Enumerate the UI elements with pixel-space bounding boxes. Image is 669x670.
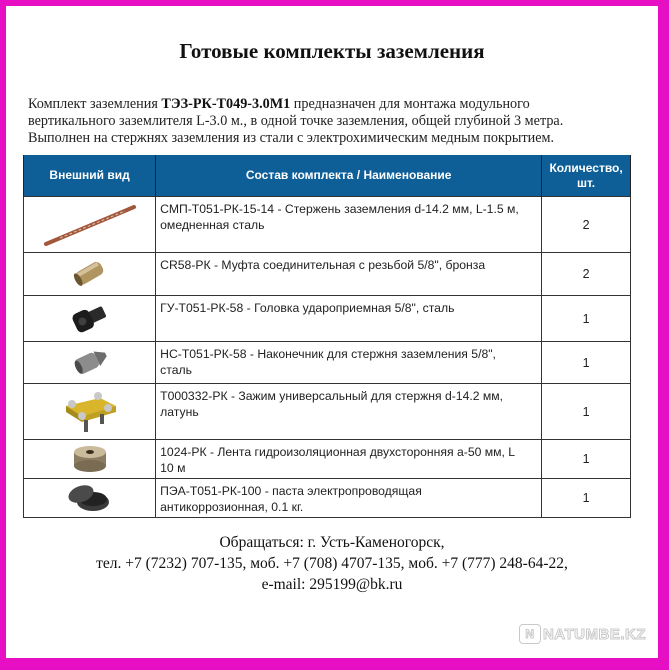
watermark-text: NATUMBE.KZ: [542, 625, 646, 643]
kit-table: [23, 155, 631, 518]
product-image-brass-clamp: [24, 384, 156, 440]
product-name: НС-Т051-РК-58 - Наконечник для стержня заземления 5/8", сталь: [156, 342, 542, 384]
table-row: [24, 253, 631, 296]
product-name: Т000332-РК - Зажим универсальный для стержня d-14.2 мм, латунь: [156, 384, 542, 440]
table-row: [24, 479, 631, 518]
intro-prefix: Комплект заземления: [28, 96, 162, 112]
contact-info: [6, 532, 658, 595]
column-header-quantity: Количество, шт.: [542, 155, 631, 197]
table-row: [24, 342, 631, 384]
product-image-paste-tin: [24, 479, 156, 518]
table-row: [24, 197, 631, 253]
table-row: [24, 440, 631, 479]
product-quantity: 1: [542, 440, 631, 479]
product-name: ПЭА-Т051-РК-100 - паста электропроводящая антикоррозионная, 0.1 кг.: [156, 479, 542, 518]
watermark: [519, 624, 646, 644]
table-row: [24, 296, 631, 342]
product-name: CR58-РК - Муфта соединительная с резьбой 5/8", бронза: [156, 253, 542, 296]
table-header-row: [24, 155, 631, 197]
column-header-name: Состав комплекта / Наименование: [156, 155, 542, 197]
intro-line3: Выполнен на стержнях заземления из стали с электрохимическим медным покрытием.: [28, 130, 555, 146]
product-name: ГУ-Т051-РК-58 - Головка удароприемная 5/8", сталь: [156, 296, 542, 342]
product-quantity: 2: [542, 197, 631, 253]
kit-code: ТЭЗ-РК-Т049-3.0М1: [161, 96, 291, 112]
intro-paragraph: [28, 96, 638, 147]
product-name: СМП-Т051-РК-15-14 - Стержень заземления d-14.2 мм, L-1.5 м, омедненная сталь: [156, 197, 542, 253]
intro-line1: предназначен для монтажа модульного: [290, 96, 530, 112]
product-image-rod-tip: [24, 342, 156, 384]
contact-email: e-mail: 295199@bk.ru: [261, 576, 403, 593]
product-quantity: 2: [542, 253, 631, 296]
product-image-bronze-coupling: [24, 253, 156, 296]
watermark-logo-icon: N: [519, 624, 541, 644]
product-quantity: 1: [542, 479, 631, 518]
intro-line2: вертикального заземлителя L-3.0 м., в одной точке заземления, общей глубиной 3 метра.: [28, 113, 564, 129]
product-image-copper-rod: [24, 197, 156, 253]
contact-city: Обращаться: г. Усть-Каменогорск,: [219, 534, 445, 551]
page-title: Готовые комплекты заземления: [179, 39, 485, 63]
product-quantity: 1: [542, 384, 631, 440]
contact-phones: тел. +7 (7232) 707-135, моб. +7 (708) 4707-135, моб. +7 (777) 248-64-22,: [96, 555, 568, 572]
product-quantity: 1: [542, 296, 631, 342]
product-image-driving-head: [24, 296, 156, 342]
column-header-appearance: Внешний вид: [24, 155, 156, 197]
table-row: [24, 384, 631, 440]
document-page: [6, 6, 658, 658]
product-name: 1024-РК - Лента гидроизоляционная двухсторонняя а-50 мм, L 10 м: [156, 440, 542, 479]
product-image-tape-roll: [24, 440, 156, 479]
product-quantity: 1: [542, 342, 631, 384]
